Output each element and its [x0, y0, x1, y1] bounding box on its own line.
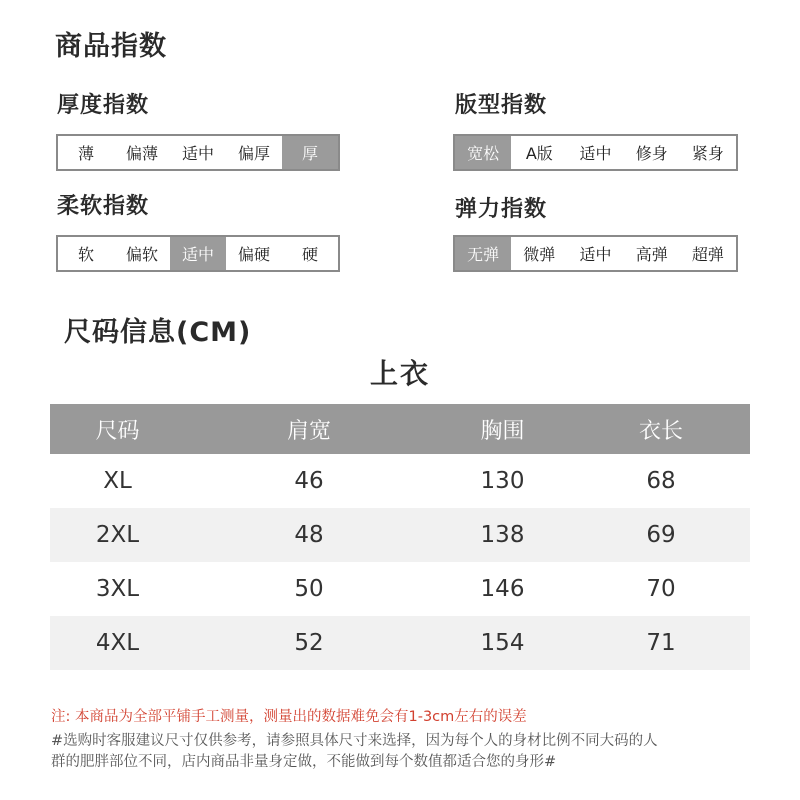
size-table: [50, 404, 750, 670]
table-row: [50, 454, 750, 508]
measurement-warning: 注: 本商品为全部平铺手工测量，测量出的数据难免会有1-3cm左右的误差: [51, 709, 527, 725]
elasticity-option-none[interactable]: 无弹: [455, 237, 511, 270]
cell-shoulder: 46: [294, 468, 324, 494]
fit-selector: [453, 134, 738, 171]
thickness-option-thin[interactable]: 薄: [77, 144, 94, 163]
thickness-index-title: 厚度指数: [57, 93, 150, 118]
elasticity-option-super[interactable]: 超弹: [691, 245, 724, 264]
cell-length: 69: [646, 522, 676, 548]
cell-chest: 138: [480, 522, 525, 548]
product-index-heading: 商品指数: [55, 31, 167, 62]
size-table-title: 上衣: [369, 357, 430, 390]
elasticity-index-title: 弹力指数: [455, 197, 548, 222]
size-advice-line-2: 群的肥胖部位不同，店内商品非量身定做，不能做到每个数值都适合您的身形#: [51, 754, 557, 770]
elasticity-selector: [453, 235, 738, 272]
cell-length: 71: [646, 630, 676, 656]
cell-size: 2XL: [95, 522, 140, 548]
cell-length: 68: [646, 468, 676, 494]
header-chest: 胸围: [480, 418, 525, 444]
softness-option-medium[interactable]: 适中: [170, 237, 226, 270]
elasticity-option-high[interactable]: 高弹: [635, 245, 668, 264]
thickness-option-slightly-thin[interactable]: 偏薄: [125, 144, 158, 163]
thickness-option-thick[interactable]: 厚: [282, 136, 338, 169]
elasticity-option-medium[interactable]: 适中: [579, 245, 612, 264]
thickness-option-medium[interactable]: 适中: [181, 144, 214, 163]
cell-shoulder: 48: [294, 522, 324, 548]
thickness-selector: [56, 134, 340, 171]
table-row: [50, 616, 750, 670]
fit-option-slim[interactable]: 修身: [635, 144, 668, 163]
elasticity-option-slight[interactable]: 微弹: [523, 245, 556, 264]
cell-size: XL: [103, 468, 132, 494]
cell-size: 3XL: [95, 576, 140, 602]
fit-option-loose[interactable]: 宽松: [455, 136, 511, 169]
softness-option-hard[interactable]: 硬: [301, 245, 318, 264]
size-advice-line-1: #选购时客服建议尺寸仅供参考，请参照具体尺寸来选择，因为每个人的身材比例不同大码的人: [51, 733, 658, 749]
cell-chest: 154: [480, 630, 525, 656]
table-row: [50, 562, 750, 616]
softness-index-title: 柔软指数: [57, 194, 150, 219]
fit-option-tight[interactable]: 紧身: [691, 144, 724, 163]
cell-size: 4XL: [95, 630, 140, 656]
cell-chest: 130: [480, 468, 525, 494]
cell-shoulder: 50: [294, 576, 324, 602]
softness-selector: [56, 235, 340, 272]
header-shoulder: 肩宽: [286, 418, 331, 444]
softness-option-soft[interactable]: 软: [77, 245, 94, 264]
header-length: 衣长: [638, 418, 683, 444]
size-table-header: [50, 404, 750, 454]
softness-option-slightly-soft[interactable]: 偏软: [125, 245, 158, 264]
softness-option-slightly-hard[interactable]: 偏硬: [237, 245, 270, 264]
thickness-option-slightly-thick[interactable]: 偏厚: [237, 144, 270, 163]
cell-length: 70: [646, 576, 676, 602]
header-size: 尺码: [95, 418, 140, 444]
cell-chest: 146: [480, 576, 525, 602]
size-info-heading: 尺码信息(CM): [64, 317, 252, 348]
fit-option-a-line[interactable]: A版: [525, 144, 553, 163]
fit-option-regular[interactable]: 适中: [579, 144, 612, 163]
table-row: [50, 508, 750, 562]
cell-shoulder: 52: [294, 630, 324, 656]
fit-index-title: 版型指数: [455, 93, 548, 118]
